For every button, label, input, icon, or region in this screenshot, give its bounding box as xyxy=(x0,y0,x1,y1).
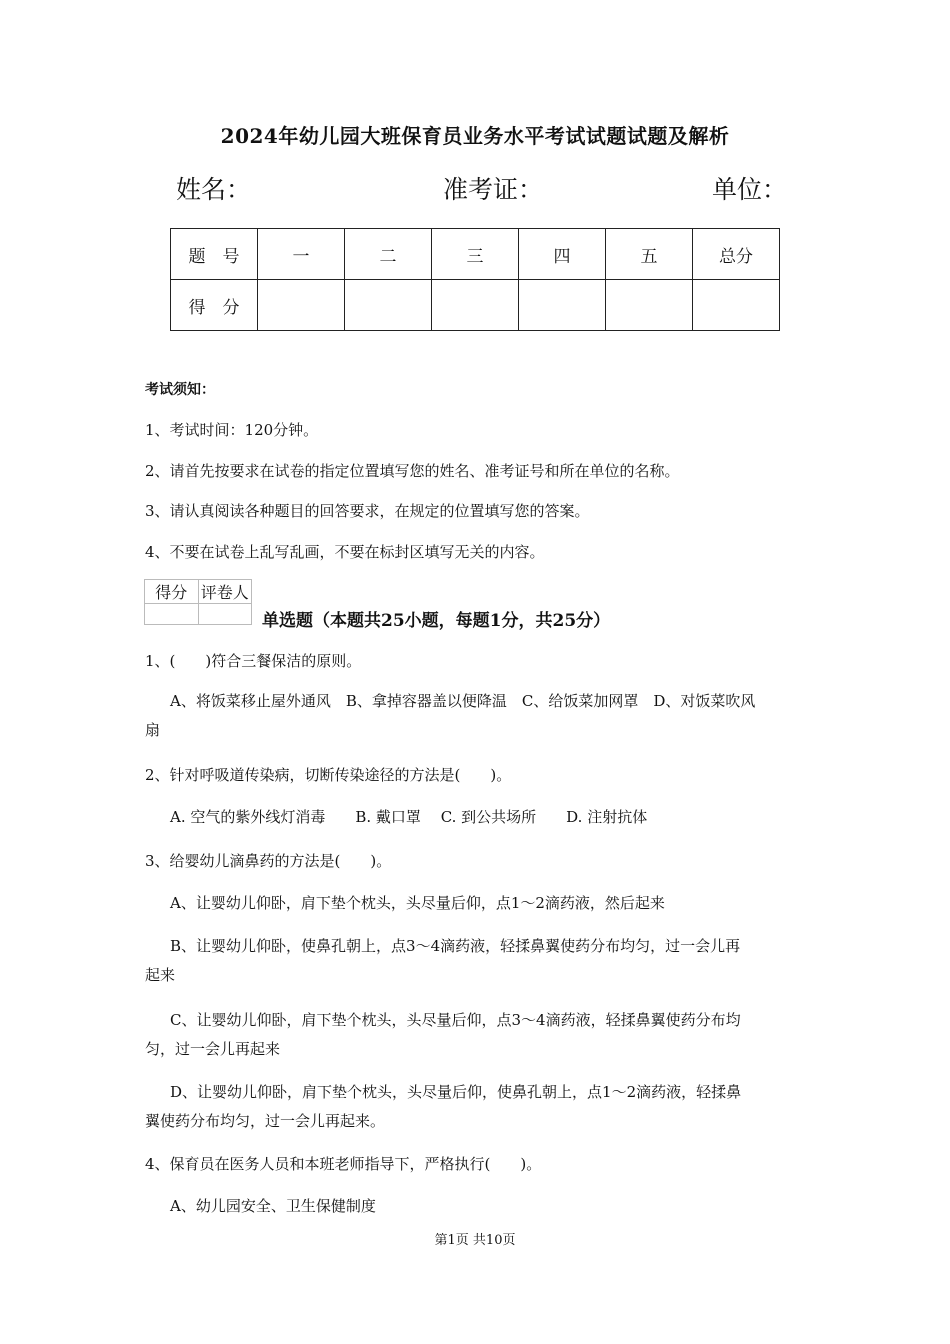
notice-title: 考试须知： xyxy=(145,382,215,398)
grader-score-cell[interactable] xyxy=(145,604,199,625)
question-stem: 3、给婴幼儿滴鼻药的方法是( )。 xyxy=(145,852,392,870)
score-table xyxy=(170,228,780,331)
grader-reviewer-cell[interactable] xyxy=(198,604,252,625)
score-table-header-cell: 五 xyxy=(606,229,693,280)
question-stem: 2、针对呼吸道传染病，切断传染途径的方法是( )。 xyxy=(145,766,512,784)
score-cell[interactable] xyxy=(258,280,345,331)
score-cell[interactable] xyxy=(519,280,606,331)
unit-field-label: 单位： xyxy=(712,175,788,204)
question-option-d-continued: 翼使药分布均匀，过一会儿再起来。 xyxy=(145,1112,386,1130)
score-cell[interactable] xyxy=(432,280,519,331)
question-options: A、将饭菜移止屋外通风 B、拿掉容器盖以便降温 C、给饭菜加网罩 D、对饭菜吹风 xyxy=(170,692,756,710)
grader-score-label: 得分 xyxy=(145,580,199,604)
question-option-a: A、让婴幼儿仰卧，肩下垫个枕头，头尽量后仰，点1～2滴药液，然后起来 xyxy=(170,894,665,912)
score-table-header-cell: 一 xyxy=(258,229,345,280)
exam-number-field-label: 准考证： xyxy=(443,175,544,204)
notice-item: 2、请首先按要求在试卷的指定位置填写您的姓名、准考证号和所在单位的名称。 xyxy=(145,462,680,480)
question-option-d: D、让婴幼儿仰卧，肩下垫个枕头，头尽量后仰，使鼻孔朝上，点1～2滴药液，轻揉鼻 xyxy=(170,1083,742,1101)
score-cell[interactable] xyxy=(606,280,693,331)
score-row-label: 得 分 xyxy=(171,280,258,331)
question-stem: 4、保育员在医务人员和本班老师指导下，严格执行( )。 xyxy=(145,1155,542,1173)
score-table-score-row xyxy=(171,280,780,331)
notice-item: 1、考试时间：120分钟。 xyxy=(145,421,319,439)
grader-table xyxy=(144,579,252,625)
grader-reviewer-label: 评卷人 xyxy=(198,580,252,604)
score-cell[interactable] xyxy=(693,280,780,331)
notice-item: 3、请认真阅读各种题目的回答要求，在规定的位置填写您的答案。 xyxy=(145,502,590,520)
page-footer: 第1页 共10页 xyxy=(434,1233,516,1248)
score-table-header-cell: 二 xyxy=(345,229,432,280)
question-options-continued: 扇 xyxy=(145,721,161,739)
score-table-header-cell: 四 xyxy=(519,229,606,280)
question-options: A. 空气的紫外线灯消毒 B. 戴口罩 C. 到公共场所 D. 注射抗体 xyxy=(170,808,648,826)
question-option-b: B、让婴幼儿仰卧，使鼻孔朝上，点3～4滴药液，轻揉鼻翼使药分布均匀，过一会儿再 xyxy=(170,937,741,955)
question-option-b-continued: 起来 xyxy=(145,966,176,984)
score-cell[interactable] xyxy=(345,280,432,331)
question-option-c-continued: 匀，过一会儿再起来 xyxy=(145,1040,281,1058)
question-option-a: A、幼儿园安全、卫生保健制度 xyxy=(170,1197,376,1215)
question-stem: 1、( )符合三餐保洁的原则。 xyxy=(145,652,362,670)
name-field-label: 姓名： xyxy=(176,175,252,204)
score-table-header-cell: 三 xyxy=(432,229,519,280)
score-table-header-row xyxy=(171,229,780,280)
question-option-c: C、让婴幼儿仰卧，肩下垫个枕头，头尽量后仰，点3～4滴药液，轻揉鼻翼使药分布均 xyxy=(170,1011,741,1029)
notice-item: 4、不要在试卷上乱写乱画，不要在标封区填写无关的内容。 xyxy=(145,543,545,561)
section-heading: 单选题（本题共25小题，每题1分，共25分） xyxy=(262,611,611,631)
score-table-header-cell: 题 号 xyxy=(171,229,258,280)
page-title: 2024年幼儿园大班保育员业务水平考试试题试题及解析 xyxy=(220,124,730,148)
score-table-header-cell: 总分 xyxy=(693,229,780,280)
